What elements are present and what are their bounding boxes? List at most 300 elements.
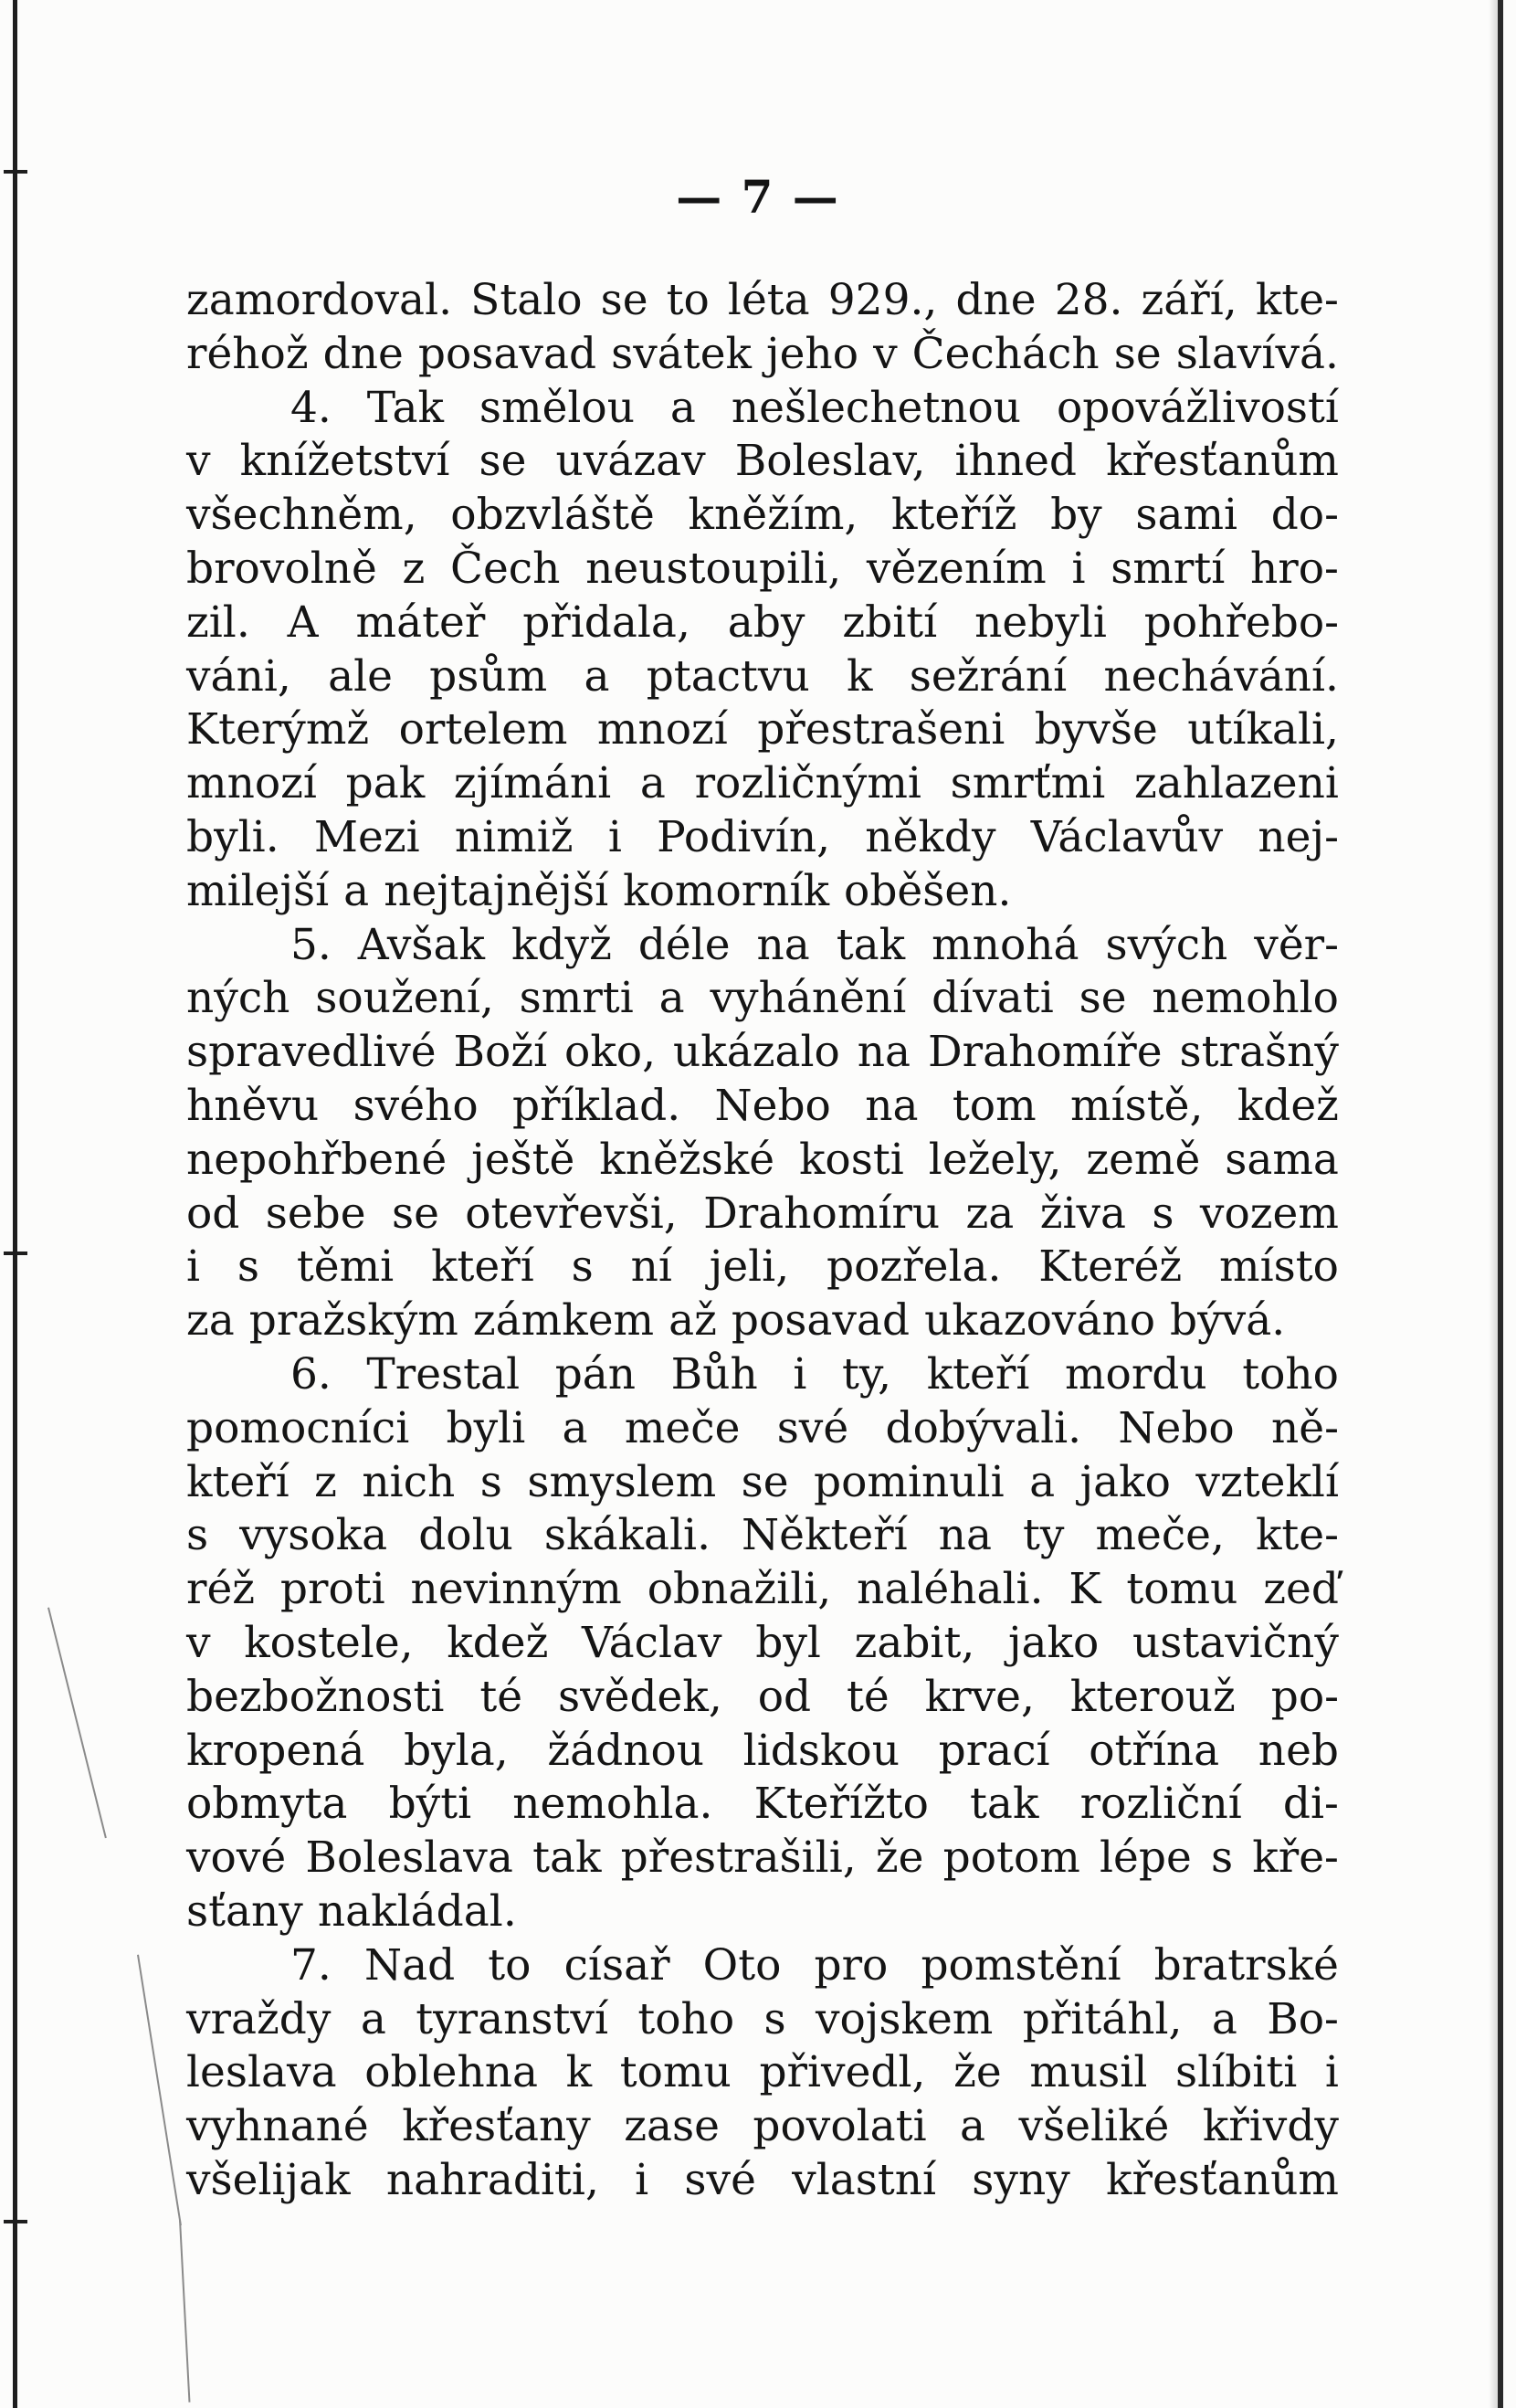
- text-word: smrťmi: [950, 758, 1106, 809]
- text-word: mnozí: [596, 704, 728, 755]
- text-word: Boleslav,: [734, 436, 926, 487]
- text-word: naléhali.: [857, 1564, 1044, 1615]
- text-word: tak: [970, 1779, 1039, 1830]
- text-word: z: [314, 1456, 337, 1507]
- text-word: křesťanům: [1106, 2154, 1339, 2205]
- left-edge-mark: [4, 2220, 27, 2223]
- text-word: posavad: [731, 1295, 911, 1347]
- text-line: [186, 489, 1339, 543]
- text-word: kteří: [431, 1241, 534, 1293]
- text-line: [186, 435, 1339, 489]
- text-word: zahlazeni: [1133, 758, 1339, 809]
- text-word: kteří: [186, 1456, 290, 1507]
- text-word: byla,: [404, 1725, 509, 1776]
- text-word: opovážlivostí: [1056, 382, 1339, 433]
- text-word: pražským: [248, 1295, 458, 1347]
- text-word: uvázav: [555, 436, 706, 487]
- text-word: ptactvu: [646, 650, 810, 702]
- text-word: zase: [624, 2101, 720, 2152]
- text-word: někdy: [865, 811, 996, 862]
- text-word: kterouž: [1069, 1671, 1236, 1722]
- text-word: nemohlo: [1152, 973, 1339, 1024]
- text-word: svého: [353, 1080, 479, 1131]
- text-word: a: [669, 382, 696, 433]
- text-line: [186, 1402, 1339, 1456]
- text-word: Bo-: [1267, 1993, 1339, 2044]
- text-word: K: [1069, 1564, 1101, 1615]
- text-line: [186, 1993, 1339, 2047]
- text-word: ale: [328, 650, 393, 702]
- text-word: na: [938, 1510, 992, 1561]
- text-word: v: [873, 328, 898, 379]
- text-word: se: [479, 436, 527, 487]
- text-word: ty: [1022, 1510, 1065, 1561]
- text-word: se: [391, 1188, 439, 1239]
- text-word: zbití: [842, 597, 938, 648]
- text-word: smělou: [479, 382, 635, 433]
- text-word: ných: [186, 973, 290, 1024]
- text-word: nej-: [1258, 811, 1339, 862]
- page-number-header: — 7 —: [676, 170, 840, 224]
- text-word: i: [186, 1241, 201, 1293]
- text-word: obzvláště: [450, 490, 655, 541]
- text-word: Někteří: [742, 1510, 908, 1561]
- text-word: nemohla.: [512, 1779, 713, 1830]
- text-word: oko,: [564, 1027, 657, 1078]
- text-word: přestrašeni: [757, 704, 1005, 755]
- text-word: s: [571, 1241, 594, 1293]
- text-line: [186, 972, 1339, 1026]
- text-word: Nebo: [1118, 1402, 1235, 1453]
- text-word: v: [186, 1617, 211, 1668]
- text-word: se: [1113, 328, 1162, 379]
- text-word: nejtajnější: [384, 865, 609, 916]
- text-word: v: [186, 436, 211, 487]
- text-word: skákali.: [543, 1510, 711, 1561]
- text-word: a: [639, 758, 666, 809]
- text-word: toho: [637, 1993, 735, 2044]
- text-word: kdež: [1237, 1080, 1339, 1131]
- text-line: [186, 1725, 1339, 1779]
- text-line: [186, 1939, 1339, 1993]
- right-edge-shadow: [1489, 0, 1498, 2408]
- text-word: pohřebo-: [1143, 597, 1339, 648]
- text-word: obmyta: [186, 1779, 348, 1830]
- text-word: křesťany: [402, 2101, 591, 2152]
- text-word: smyslem: [527, 1456, 717, 1507]
- text-word: Drahomíře: [927, 1027, 1163, 1078]
- text-word: ležely,: [928, 1134, 1062, 1185]
- text-word: Kterýmž: [186, 704, 370, 755]
- text-word: a: [960, 2101, 986, 2152]
- text-word: a: [658, 973, 685, 1024]
- text-line: [186, 382, 1339, 436]
- text-word: příklad.: [512, 1080, 681, 1131]
- text-word: vyhánění: [710, 973, 907, 1024]
- text-word: místo: [1219, 1241, 1339, 1293]
- text-word: nepohřbené: [186, 1134, 447, 1185]
- text-word: dolu: [418, 1510, 513, 1561]
- text-word: réž: [186, 1564, 256, 1615]
- text-word: komorník: [623, 865, 830, 916]
- text-word: dne: [955, 275, 1037, 325]
- body-text: [186, 274, 1339, 2208]
- text-word: Václav: [582, 1617, 722, 1668]
- text-word: pak: [345, 758, 426, 809]
- text-word: tak: [836, 919, 906, 970]
- text-word: svátek: [611, 328, 752, 379]
- text-word: ukázalo: [672, 1027, 840, 1078]
- text-word: své: [684, 2154, 756, 2205]
- text-word: a: [1211, 1993, 1237, 2044]
- text-word: k: [846, 650, 873, 702]
- text-word: a: [562, 1402, 588, 1453]
- text-line: [186, 1671, 1339, 1725]
- text-word: tyranství: [416, 1993, 608, 2044]
- text-word: jeho: [766, 328, 859, 379]
- text-word: té: [847, 1671, 890, 1722]
- text-word: po-: [1270, 1671, 1339, 1722]
- text-word: za: [186, 1295, 235, 1347]
- text-line: [186, 1241, 1339, 1294]
- text-word: byli.: [186, 811, 279, 862]
- text-word: léta: [727, 275, 810, 325]
- text-word: vzteklí: [1195, 1456, 1339, 1507]
- text-word: ty,: [841, 1348, 892, 1399]
- text-word: kte-: [1255, 275, 1339, 325]
- text-word: kte-: [1255, 1510, 1339, 1561]
- text-word: vyhnané: [186, 2101, 369, 2152]
- text-word: zámkem: [472, 1295, 655, 1347]
- text-word: ještě: [471, 1134, 575, 1185]
- text-word: zamordoval.: [186, 275, 453, 325]
- text-word: meče: [624, 1402, 741, 1453]
- text-word: pozřela.: [826, 1241, 1002, 1293]
- text-word: i: [793, 1348, 807, 1399]
- text-word: všelijak: [186, 2154, 351, 2205]
- text-word: nich: [362, 1456, 456, 1507]
- text-word: obnažili,: [647, 1564, 832, 1615]
- text-word: věr-: [1254, 919, 1339, 970]
- text-word: křesťanům: [1106, 436, 1339, 487]
- text-line: [186, 865, 1339, 919]
- text-word: tomu: [1126, 1564, 1238, 1615]
- text-word: zabit,: [854, 1617, 975, 1668]
- text-word: prací: [938, 1725, 1050, 1776]
- text-word: 929.,: [827, 275, 938, 325]
- left-page-edge: [13, 0, 17, 2408]
- text-word: A: [287, 597, 319, 648]
- text-word: se: [600, 275, 648, 325]
- text-word: i: [635, 2154, 649, 2205]
- text-word: máteř: [355, 597, 486, 648]
- text-word: i: [1324, 2047, 1339, 2098]
- text-word: 7.: [290, 1939, 332, 1991]
- text-word: až: [669, 1295, 717, 1347]
- text-line: [186, 1778, 1339, 1832]
- text-word: pominuli: [814, 1456, 1005, 1507]
- text-word: té: [479, 1671, 523, 1722]
- text-word: bývá.: [1170, 1295, 1286, 1347]
- text-word: své: [776, 1402, 849, 1453]
- text-word: na: [865, 1080, 919, 1131]
- text-word: byli: [446, 1402, 526, 1453]
- text-word: kteříž: [891, 490, 1017, 541]
- text-word: země: [1086, 1134, 1201, 1185]
- text-word: potom: [942, 1832, 1080, 1884]
- text-word: Čechách: [911, 328, 1100, 379]
- text-word: od: [186, 1188, 240, 1239]
- text-word: 5.: [290, 919, 332, 970]
- text-word: přestrašili,: [620, 1832, 857, 1884]
- text-word: aby: [727, 597, 805, 648]
- text-word: oblehna: [364, 2047, 539, 2098]
- text-line: [186, 1134, 1339, 1188]
- text-word: kosti: [798, 1134, 904, 1185]
- text-word: a: [343, 865, 370, 916]
- text-word: 6.: [290, 1348, 332, 1399]
- text-line: [186, 1026, 1339, 1080]
- text-word: s: [479, 1456, 502, 1507]
- text-word: všechněm,: [186, 490, 417, 541]
- text-word: žádnou: [547, 1725, 705, 1776]
- text-word: oběšen.: [844, 865, 1012, 916]
- text-word: Nebo: [714, 1080, 831, 1131]
- text-line: [186, 1080, 1339, 1134]
- text-word: strašný: [1179, 1027, 1339, 1078]
- text-word: na: [857, 1027, 911, 1078]
- text-word: dne: [322, 328, 404, 379]
- text-line: [186, 1617, 1339, 1671]
- text-word: Bůh: [670, 1348, 758, 1399]
- text-word: nechávání.: [1103, 650, 1339, 702]
- text-line: [186, 1832, 1339, 1885]
- text-word: to: [666, 275, 710, 325]
- text-word: tomu: [619, 2047, 732, 2098]
- text-word: živa: [1039, 1188, 1127, 1239]
- text-word: se: [741, 1456, 789, 1507]
- text-word: pomocníci: [186, 1402, 410, 1453]
- text-word: do-: [1270, 490, 1339, 541]
- text-word: jako: [1007, 1617, 1100, 1668]
- text-word: vozem: [1199, 1188, 1339, 1239]
- text-word: Oto: [702, 1939, 782, 1991]
- text-word: Boleslava: [305, 1832, 513, 1884]
- text-word: dívati: [932, 973, 1054, 1024]
- text-line: [186, 328, 1339, 382]
- text-word: byl: [755, 1617, 821, 1668]
- right-page-edge: [1498, 0, 1503, 2408]
- text-word: Václavův: [1030, 811, 1224, 862]
- text-line: [186, 703, 1339, 757]
- text-word: a: [584, 650, 610, 702]
- text-line: [186, 919, 1339, 973]
- text-word: ustavičný: [1132, 1617, 1339, 1668]
- text-word: na: [756, 919, 810, 970]
- text-line: [186, 757, 1339, 811]
- text-word: sama: [1225, 1134, 1339, 1185]
- text-word: kdež: [447, 1617, 549, 1668]
- text-word: se: [1079, 973, 1127, 1024]
- text-word: hněvu: [186, 1080, 320, 1131]
- text-word: za: [965, 1188, 1015, 1239]
- text-word: a: [1029, 1456, 1056, 1507]
- text-word: i: [1071, 543, 1086, 594]
- text-word: slíbiti: [1175, 2047, 1298, 2098]
- text-word: musil: [1029, 2047, 1148, 2098]
- text-word: místě,: [1070, 1080, 1204, 1131]
- text-word: 4.: [290, 382, 332, 433]
- text-word: toho: [1242, 1348, 1339, 1399]
- text-word: tom: [952, 1080, 1037, 1131]
- text-word: k: [565, 2047, 593, 2098]
- text-word: ně-: [1271, 1402, 1339, 1453]
- text-word: Kteřížto: [753, 1779, 929, 1830]
- text-word: mordu: [1064, 1348, 1207, 1399]
- text-word: tak: [532, 1832, 602, 1884]
- text-line: [186, 811, 1339, 865]
- text-word: sami: [1135, 490, 1238, 541]
- text-word: smrti: [519, 973, 634, 1024]
- text-word: vové: [186, 1832, 287, 1884]
- text-line: [186, 2046, 1339, 2100]
- text-word: povolati: [753, 2101, 927, 2152]
- text-word: vlastní: [792, 2154, 937, 2205]
- text-word: těmi: [296, 1241, 395, 1293]
- text-line: [186, 1348, 1339, 1402]
- text-word: nebyli: [974, 597, 1107, 648]
- text-word: s: [763, 1993, 786, 2044]
- text-word: réhož: [186, 328, 309, 379]
- text-word: že: [953, 2047, 1002, 2098]
- text-word: Boží: [453, 1027, 548, 1078]
- text-word: nahraditi,: [385, 2154, 599, 2205]
- text-word: hro-: [1250, 543, 1339, 594]
- text-word: smrtí: [1111, 543, 1226, 594]
- text-word: zjímáni: [453, 758, 612, 809]
- text-line: [186, 650, 1339, 704]
- text-word: pán: [554, 1348, 637, 1399]
- text-word: meče,: [1095, 1510, 1225, 1561]
- text-word: když: [511, 919, 612, 970]
- text-word: Tak: [366, 382, 444, 433]
- text-line: [186, 543, 1339, 597]
- text-word: brovolně: [186, 543, 377, 594]
- text-word: Nad: [363, 1939, 456, 1991]
- text-word: byvše: [1034, 704, 1158, 755]
- text-line: [186, 1294, 1339, 1348]
- text-line: [186, 1563, 1339, 1617]
- text-word: svých: [1105, 919, 1228, 970]
- text-word: přivedl,: [759, 2047, 926, 2098]
- text-word: milejší: [186, 865, 330, 916]
- text-word: otřína: [1089, 1725, 1220, 1776]
- text-word: s: [237, 1241, 260, 1293]
- text-word: kropená: [186, 1725, 365, 1776]
- text-word: nimiž: [454, 811, 574, 862]
- text-word: to: [488, 1939, 532, 1991]
- text-word: bratrské: [1153, 1939, 1339, 1991]
- text-word: sebe: [265, 1188, 366, 1239]
- text-word: pomstění: [921, 1939, 1121, 1991]
- text-word: neb: [1258, 1725, 1339, 1776]
- text-word: s: [1152, 1188, 1174, 1239]
- text-word: váni,: [186, 650, 291, 702]
- text-word: by: [1050, 490, 1102, 541]
- text-line: [186, 1188, 1339, 1241]
- text-word: vězením: [866, 543, 1047, 594]
- text-word: ortelem: [398, 704, 568, 755]
- text-line: [186, 1509, 1339, 1563]
- text-word: lidskou: [742, 1725, 900, 1776]
- paper-scratch: [137, 1955, 182, 2226]
- text-word: slavívá.: [1175, 328, 1339, 379]
- text-word: nakládal.: [317, 1885, 517, 1937]
- text-word: křivdy: [1202, 2101, 1339, 2152]
- text-word: spravedlivé: [186, 1027, 437, 1078]
- text-word: utíkali,: [1187, 704, 1339, 755]
- text-word: kostele,: [244, 1617, 414, 1668]
- text-word: býti: [388, 1779, 472, 1830]
- text-word: psům: [429, 650, 548, 702]
- text-word: dobývali.: [885, 1402, 1082, 1453]
- text-word: Podivín,: [657, 811, 831, 862]
- text-word: vojskem: [815, 1993, 994, 2044]
- text-word: od: [757, 1671, 812, 1722]
- text-word: zeď: [1263, 1564, 1339, 1615]
- text-word: di-: [1282, 1779, 1339, 1830]
- text-word: krve,: [924, 1671, 1035, 1722]
- text-word: vraždy: [186, 1993, 332, 2044]
- left-edge-mark: [4, 1252, 27, 1255]
- text-word: s: [186, 1510, 209, 1561]
- text-word: knížetství: [239, 436, 450, 487]
- paper-scratch: [47, 1608, 107, 1839]
- text-word: mnohá: [932, 919, 1079, 970]
- text-word: ní: [630, 1241, 672, 1293]
- text-word: a: [360, 1993, 386, 2044]
- text-line: [186, 597, 1339, 650]
- text-word: 28.: [1054, 275, 1123, 325]
- text-word: nevinným: [410, 1564, 622, 1615]
- text-word: ukazováno: [924, 1295, 1156, 1347]
- text-word: všeliké: [1018, 2101, 1170, 2152]
- text-word: posavad: [417, 328, 597, 379]
- text-word: sežrání: [909, 650, 1068, 702]
- text-word: ihned: [954, 436, 1078, 487]
- text-word: září,: [1141, 275, 1237, 325]
- text-word: Čech: [450, 543, 561, 594]
- text-word: Stalo: [470, 275, 583, 325]
- text-word: Drahomíru: [703, 1188, 941, 1239]
- text-word: déle: [637, 919, 731, 970]
- text-word: neustoupili,: [585, 543, 842, 594]
- text-word: sťany: [186, 1885, 303, 1937]
- text-word: bezbožnosti: [186, 1671, 445, 1722]
- text-word: Avšak: [357, 919, 486, 970]
- text-word: rozličnými: [694, 758, 921, 809]
- text-word: soužení,: [315, 973, 494, 1024]
- text-word: kře-: [1252, 1832, 1339, 1884]
- text-line: [186, 2154, 1339, 2208]
- text-word: syny: [972, 2154, 1070, 2205]
- text-word: mnozí: [186, 758, 317, 809]
- text-word: vysoka: [239, 1510, 388, 1561]
- text-word: kněžské: [599, 1134, 775, 1185]
- text-word: jeli,: [709, 1241, 790, 1293]
- text-word: zil.: [186, 597, 250, 648]
- text-word: kněžím,: [688, 490, 858, 541]
